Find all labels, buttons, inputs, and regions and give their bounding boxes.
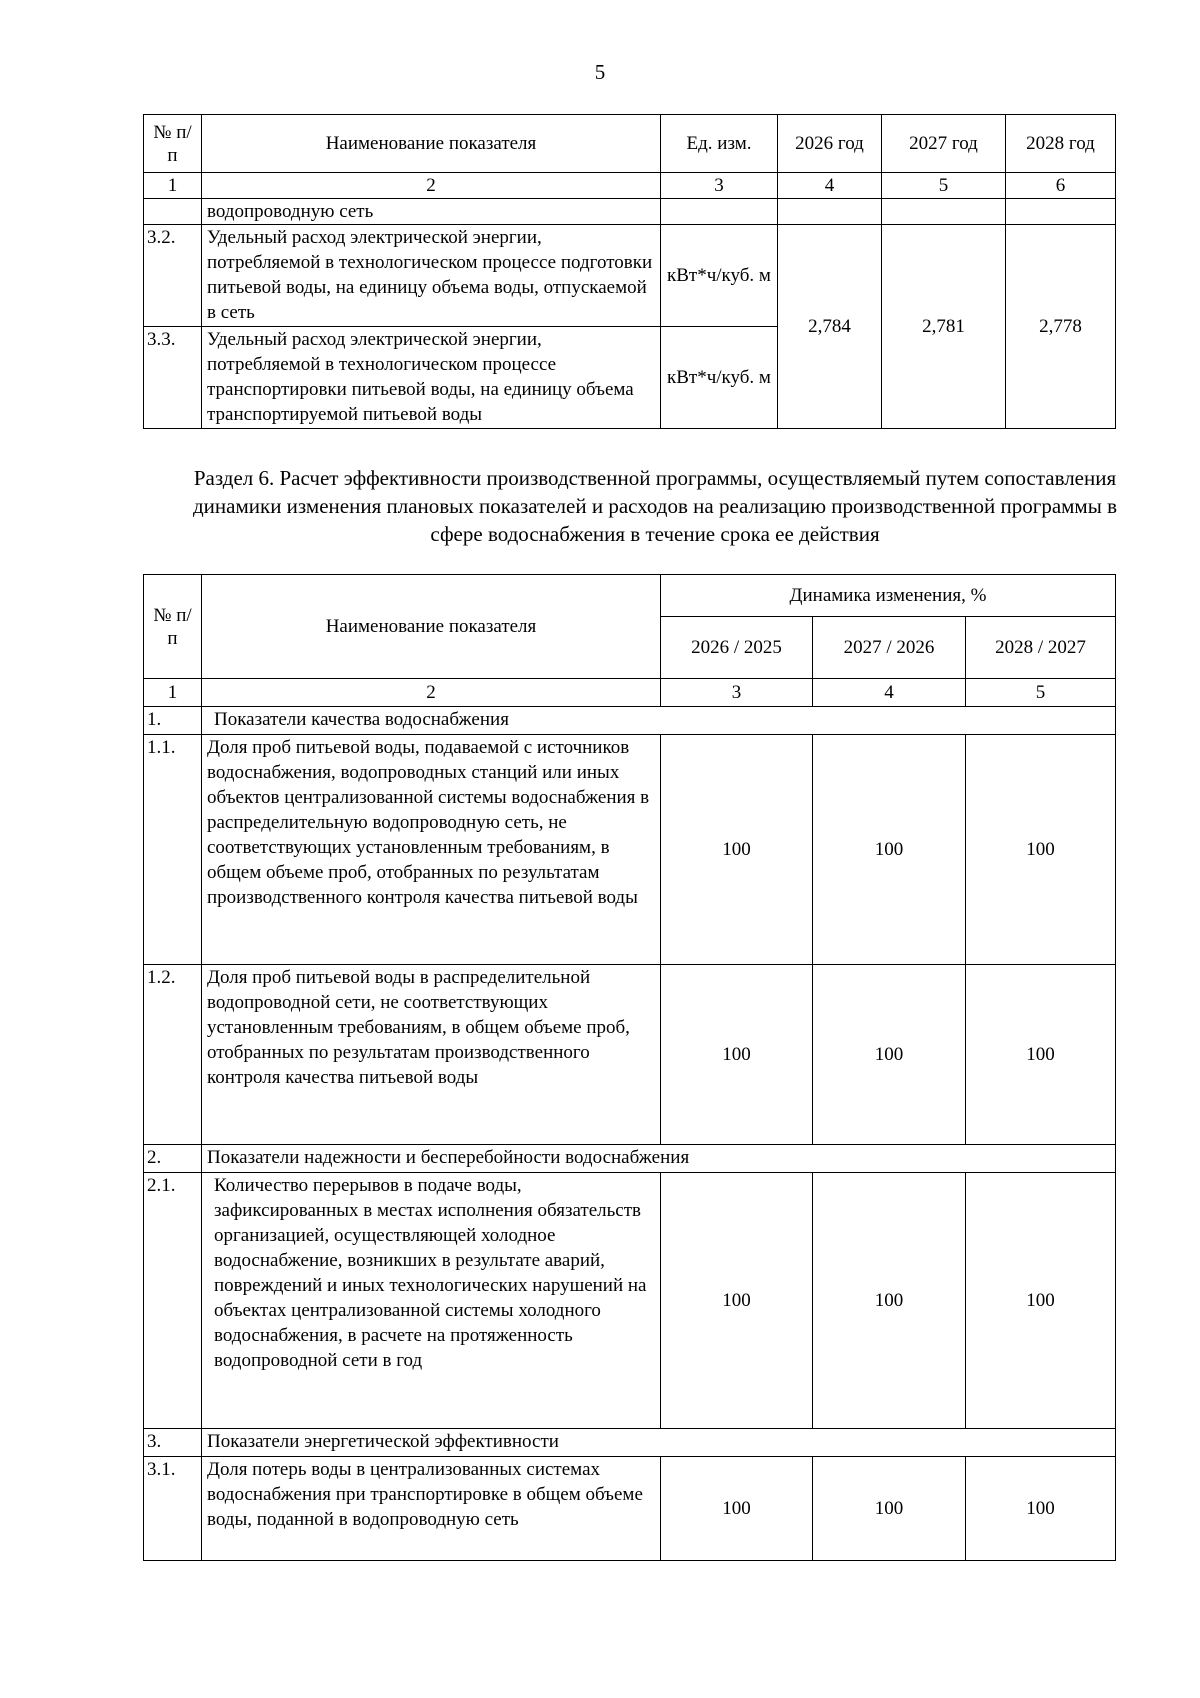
table-row (144, 1173, 1116, 1429)
value-cell: 100 (966, 1173, 1116, 1429)
col-number: 3 (661, 173, 778, 199)
row-name: Удельный расход электрической энергии, потребляемой в технологическом процессе транспортировки питьевой воды, на единицу объема транспортируемой питьевой воды (202, 327, 661, 429)
section-number: 2. (144, 1145, 202, 1173)
row-unit: кВт*ч/куб. м (661, 327, 778, 429)
col-number: 5 (882, 173, 1006, 199)
header-year-2028: 2028 год (1006, 115, 1116, 173)
value-cell: 100 (661, 1457, 813, 1561)
header-period: 2027 / 2026 (813, 617, 966, 679)
table-row (144, 735, 1116, 965)
header-year-2026: 2026 год (778, 115, 882, 173)
table-header-row (144, 115, 1116, 173)
header-unit: Ед. изм. (661, 115, 778, 173)
continuation-text: водопроводную сеть (202, 199, 661, 225)
table-row (144, 225, 1116, 327)
table-row (144, 199, 1116, 225)
header-dynamics: Динамика изменения, % (661, 575, 1116, 617)
value-cell: 100 (813, 735, 966, 965)
value-2026: 2,784 (778, 225, 882, 429)
row-name: Удельный расход электрической энергии, потребляемой в технологическом процессе подготовки питьевой воды, на единицу объема воды, отпускаемой в сеть (202, 225, 661, 327)
value-cell: 100 (966, 965, 1116, 1145)
row-number: 1.2. (144, 965, 202, 1145)
col-number: 3 (661, 679, 813, 707)
section-row (144, 1429, 1116, 1457)
col-number: 2 (202, 173, 661, 199)
row-number: 3.2. (144, 225, 202, 327)
row-unit: кВт*ч/куб. м (661, 225, 778, 327)
section-title: Раздел 6. Расчет эффективности производственной программы, осуществляемый путем сопоставления динамики изменения плановых показателей и расходов на реализацию производственной программы в сфере водоснабжения в течение срока ее действия (192, 466, 1117, 546)
column-number-row (144, 679, 1116, 707)
value-2027: 2,781 (882, 225, 1006, 429)
row-number: 3.1. (144, 1457, 202, 1561)
col-number: 1 (144, 679, 202, 707)
row-name: Количество перерывов в подаче воды, зафиксированных в местах исполнения обязательств организацией, осуществляющей холодное водоснабжение, возникших в результате аварий, повреждений и иных технологических нарушений на объектах централизованной системы холодного водоснабжения, в расчете на протяженность водопроводной сети в год (202, 1173, 661, 1429)
value-cell: 100 (661, 965, 813, 1145)
value-cell: 100 (966, 735, 1116, 965)
table-row (144, 965, 1116, 1145)
value-cell: 100 (966, 1457, 1116, 1561)
section-heading: Показатели надежности и бесперебойности водоснабжения (202, 1145, 1116, 1173)
value-cell: 100 (813, 1173, 966, 1429)
col-number: 5 (966, 679, 1116, 707)
section-number: 3. (144, 1429, 202, 1457)
dynamics-table (143, 574, 1116, 1561)
table-header-row (144, 575, 1116, 617)
header-period: 2028 / 2027 (966, 617, 1116, 679)
header-num: № п/п (144, 115, 202, 173)
value-cell: 100 (813, 965, 966, 1145)
table-row (144, 1457, 1116, 1561)
section-row (144, 1145, 1116, 1173)
col-number: 4 (778, 173, 882, 199)
section-row (144, 707, 1116, 735)
col-number: 2 (202, 679, 661, 707)
column-number-row (144, 173, 1116, 199)
row-number: 1.1. (144, 735, 202, 965)
header-num: № п/п (144, 575, 202, 679)
row-name: Доля проб питьевой воды, подаваемой с источников водоснабжения, водопроводных станций или иных объектов централизованной системы водоснабжения в распределительную водопроводную сеть, не соответствующих установленным требованиям, в общем объеме проб, отобранных по результатам производственного контроля качества питьевой воды (202, 735, 661, 965)
value-2028: 2,778 (1006, 225, 1116, 429)
header-name: Наименование показателя (202, 575, 661, 679)
row-name: Доля потерь воды в централизованных системах водоснабжения при транспортировке в общем объеме воды, поданной в водопроводную сеть (202, 1457, 661, 1561)
header-year-2027: 2027 год (882, 115, 1006, 173)
indicators-table (143, 114, 1116, 429)
row-number: 2.1. (144, 1173, 202, 1429)
col-number: 6 (1006, 173, 1116, 199)
section-heading: Показатели качества водоснабжения (202, 707, 1116, 735)
section-heading: Показатели энергетической эффективности (202, 1429, 1116, 1457)
value-cell: 100 (661, 1173, 813, 1429)
value-cell: 100 (813, 1457, 966, 1561)
col-number: 1 (144, 173, 202, 199)
value-cell: 100 (661, 735, 813, 965)
section-number: 1. (144, 707, 202, 735)
header-name: Наименование показателя (202, 115, 661, 173)
row-number: 3.3. (144, 327, 202, 429)
col-number: 4 (813, 679, 966, 707)
row-name: Доля проб питьевой воды в распределительной водопроводной сети, не соответствующих установленным требованиям, в общем объеме проб, отобранных по результатам производственного контроля качества питьевой воды (202, 965, 661, 1145)
header-period: 2026 / 2025 (661, 617, 813, 679)
page-number: 5 (594, 60, 606, 84)
